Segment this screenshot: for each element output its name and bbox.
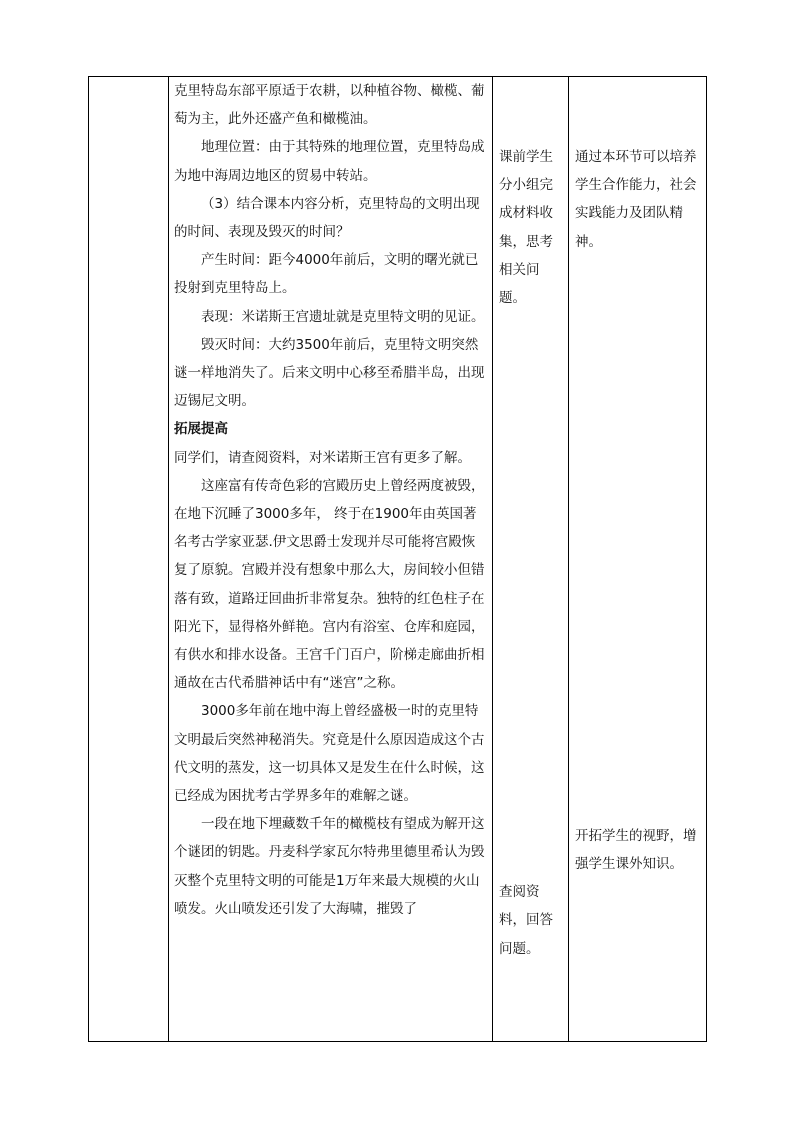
design-intent-cell: [569, 77, 707, 1042]
section-heading: 拓展提高: [174, 421, 228, 438]
content-paragraph-1: 克里特岛东部平原适于农耕，以种植谷物、橄榄、葡萄为主，此外还盛产鱼和橄榄油。: [174, 83, 485, 128]
lesson-plan-table: [88, 76, 707, 1042]
stage-cell: [89, 77, 169, 1042]
content-paragraph-10: 3000多年前在地中海上曾经盛极一时的克里特文明最后突然神秘消失。究竟是什么原因造成这个古代文明的蒸发，这一切具体又是发生在什么时候，这已经成为困扰考古学界多年的难解之谜。: [174, 703, 485, 805]
content-paragraph-8: 同学们，请查阅资料，对米诺斯王宫有更多了解。: [174, 449, 471, 466]
content-paragraph-6: 毁灭时间：大约3500年前后，克里特文明突然谜一样地消失了。后来文明中心移至希腊半岛，出现迈锡尼文明。: [174, 336, 485, 410]
content-paragraph-9: 这座富有传奇色彩的宫殿历史上曾经两度被毁，在地下沉睡了3000多年， 终于在1900年由英国著名考古学家亚瑟.伊文思爵士发现并尽可能将宫殿恢复了原貌。宫殿并没有想象中那么大，房间较小但错落有致，道路迂回曲折非常复杂。独特的红色柱子在阳光下，显得格外鲜艳。宫内有浴室、仓库和庭园，有供水和排水设备。王宫千门百户，阶梯走廊曲折相通故在古代希腊神话中有“迷宫”之称。: [174, 477, 485, 692]
content-paragraph-5: 表现：米诺斯王宫遗址就是克里特文明的见证。: [201, 308, 485, 325]
table-row: [89, 77, 707, 1042]
content-paragraph-2: 地理位置：由于其特殊的地理位置，克里特岛成为地中海周边地区的贸易中转站。: [174, 139, 485, 184]
design-intent-2: 开拓学生的视野，增强学生课外知识。: [575, 827, 697, 873]
design-intent-1: 通过本环节可以培养学生合作能力，社会实践能力及团队精神。: [575, 149, 697, 250]
teaching-content-cell: [169, 77, 493, 1042]
student-activity-cell: [493, 77, 569, 1042]
content-paragraph-4: 产生时间：距今4000年前后，文明的曙光就已投射到克里特岛上。: [174, 252, 479, 297]
content-paragraph-11: 一段在地下埋藏数千年的橄榄枝有望成为解开这个谜团的钥匙。丹麦科学家瓦尔特弗里德里希认为毁灭整个克里特文明的可能是1万年来最大规模的火山喷发。火山喷发还引发了大海啸，摧毁了: [174, 816, 485, 917]
student-activity-2: 查阅资料，回答问题。: [499, 884, 553, 957]
student-activity-1: 课前学生分小组完成材料收集，思考相关问题。: [499, 149, 553, 307]
content-paragraph-3: （3）结合课本内容分析，克里特岛的文明出现的时间、表现及毁灭的时间？: [174, 195, 480, 241]
